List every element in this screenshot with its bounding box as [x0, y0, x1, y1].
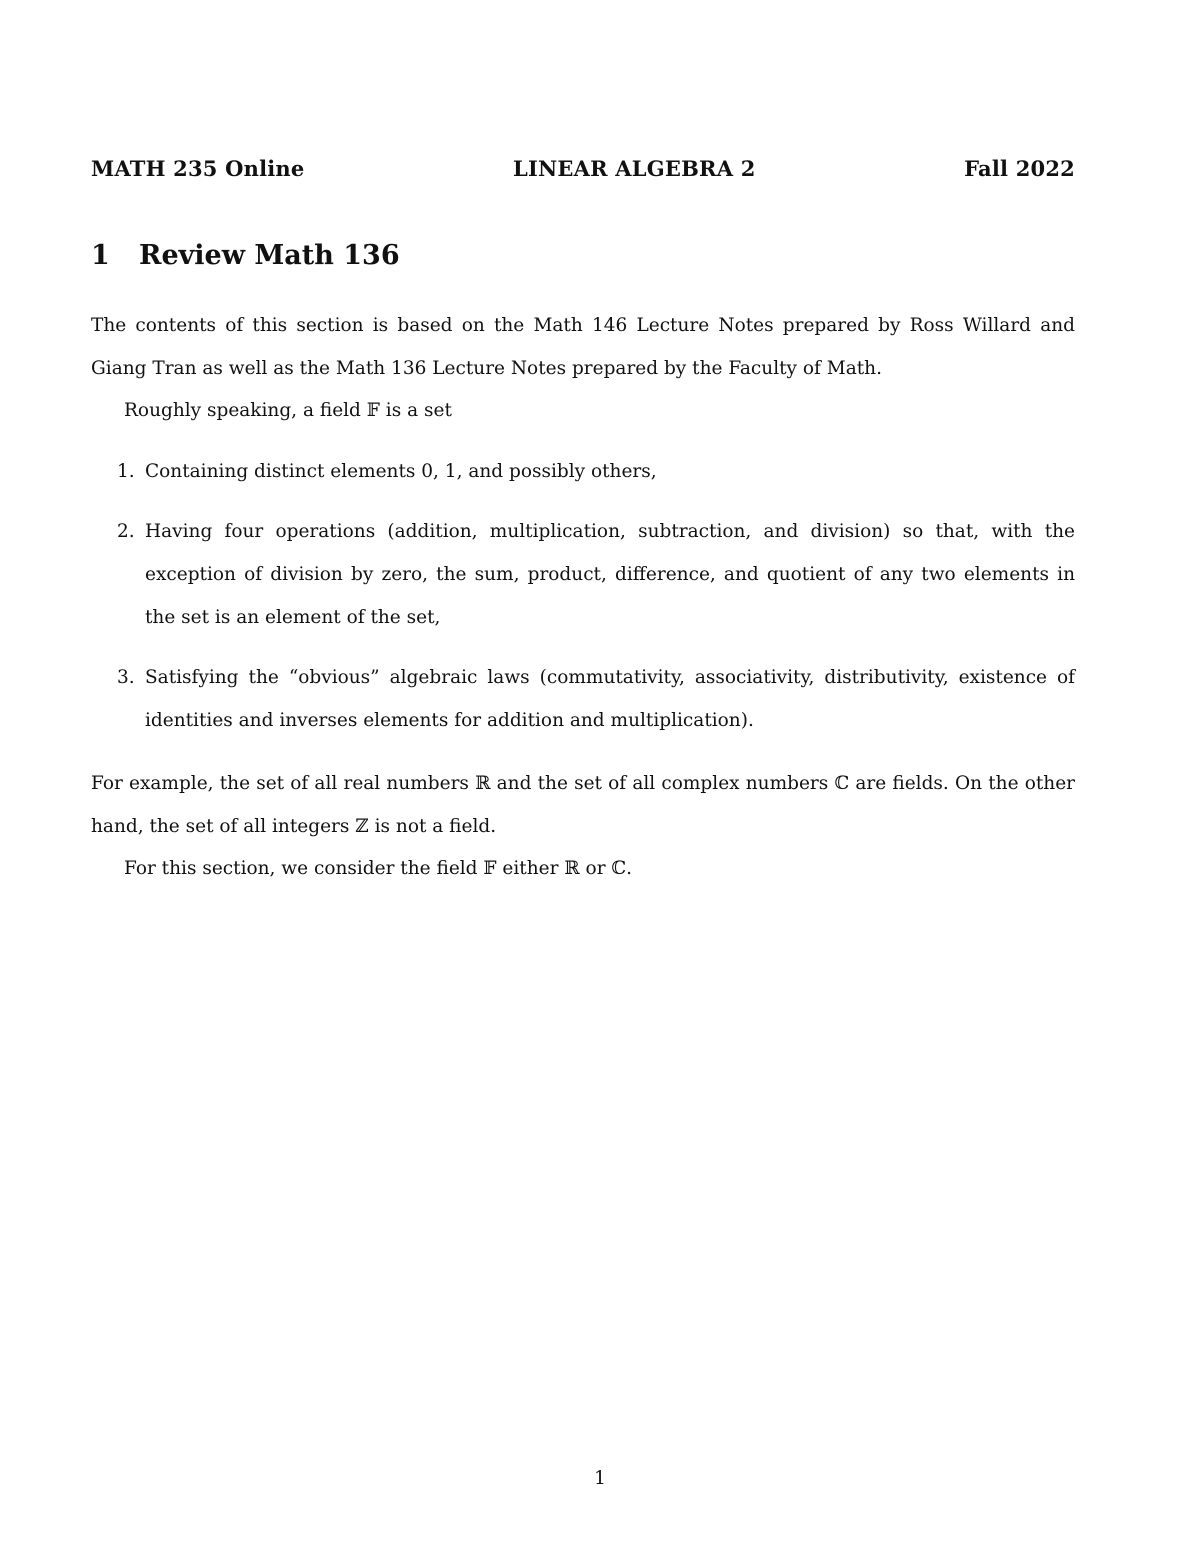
field-definition-paragraph: Roughly speaking, a field 𝔽 is a set — [124, 400, 452, 421]
list-item-number: 3. — [117, 667, 135, 688]
intro-paragraph: The contents of this section is based on the Math 146 Lecture Notes prepared by Ross Willard and Giang Tran as well as the Math 136 Lecture Notes prepared by the Faculty of Math. — [91, 315, 1075, 379]
section-title: Review Math 136 — [139, 240, 400, 271]
list-item — [91, 656, 1075, 742]
header-term: Fall 2022 — [964, 156, 1075, 181]
running-header — [91, 156, 1075, 181]
section-heading — [91, 240, 400, 271]
list-item-text: Satisfying the “obvious” algebraic laws (commutativity, associativity, distributivity, existence of identities and inverses elements for addition and multiplication). — [145, 667, 1075, 731]
header-title: LINEAR ALGEBRA 2 — [513, 156, 756, 181]
field-properties-list — [91, 450, 1075, 759]
section-number: 1 — [91, 240, 110, 271]
consider-paragraph: For this section, we consider the field 𝔽 either ℝ or ℂ. — [124, 858, 633, 879]
list-item-number: 2. — [117, 521, 135, 542]
page-number: 1 — [594, 1468, 606, 1489]
list-item — [91, 450, 1075, 493]
list-item-text: Having four operations (addition, multiplication, subtraction, and division) so that, with the exception of division by zero, the sum, product, difference, and quotient of any two elements in the set is an element of the set, — [145, 521, 1075, 628]
example-paragraph: For example, the set of all real numbers ℝ and the set of all complex numbers ℂ are fields. On the other hand, the set of all integers ℤ is not a field. — [91, 773, 1075, 837]
list-item-number: 1. — [117, 461, 135, 482]
header-course: MATH 235 Online — [91, 156, 305, 181]
list-item-text: Containing distinct elements 0, 1, and possibly others, — [145, 461, 657, 482]
list-item — [91, 510, 1075, 639]
